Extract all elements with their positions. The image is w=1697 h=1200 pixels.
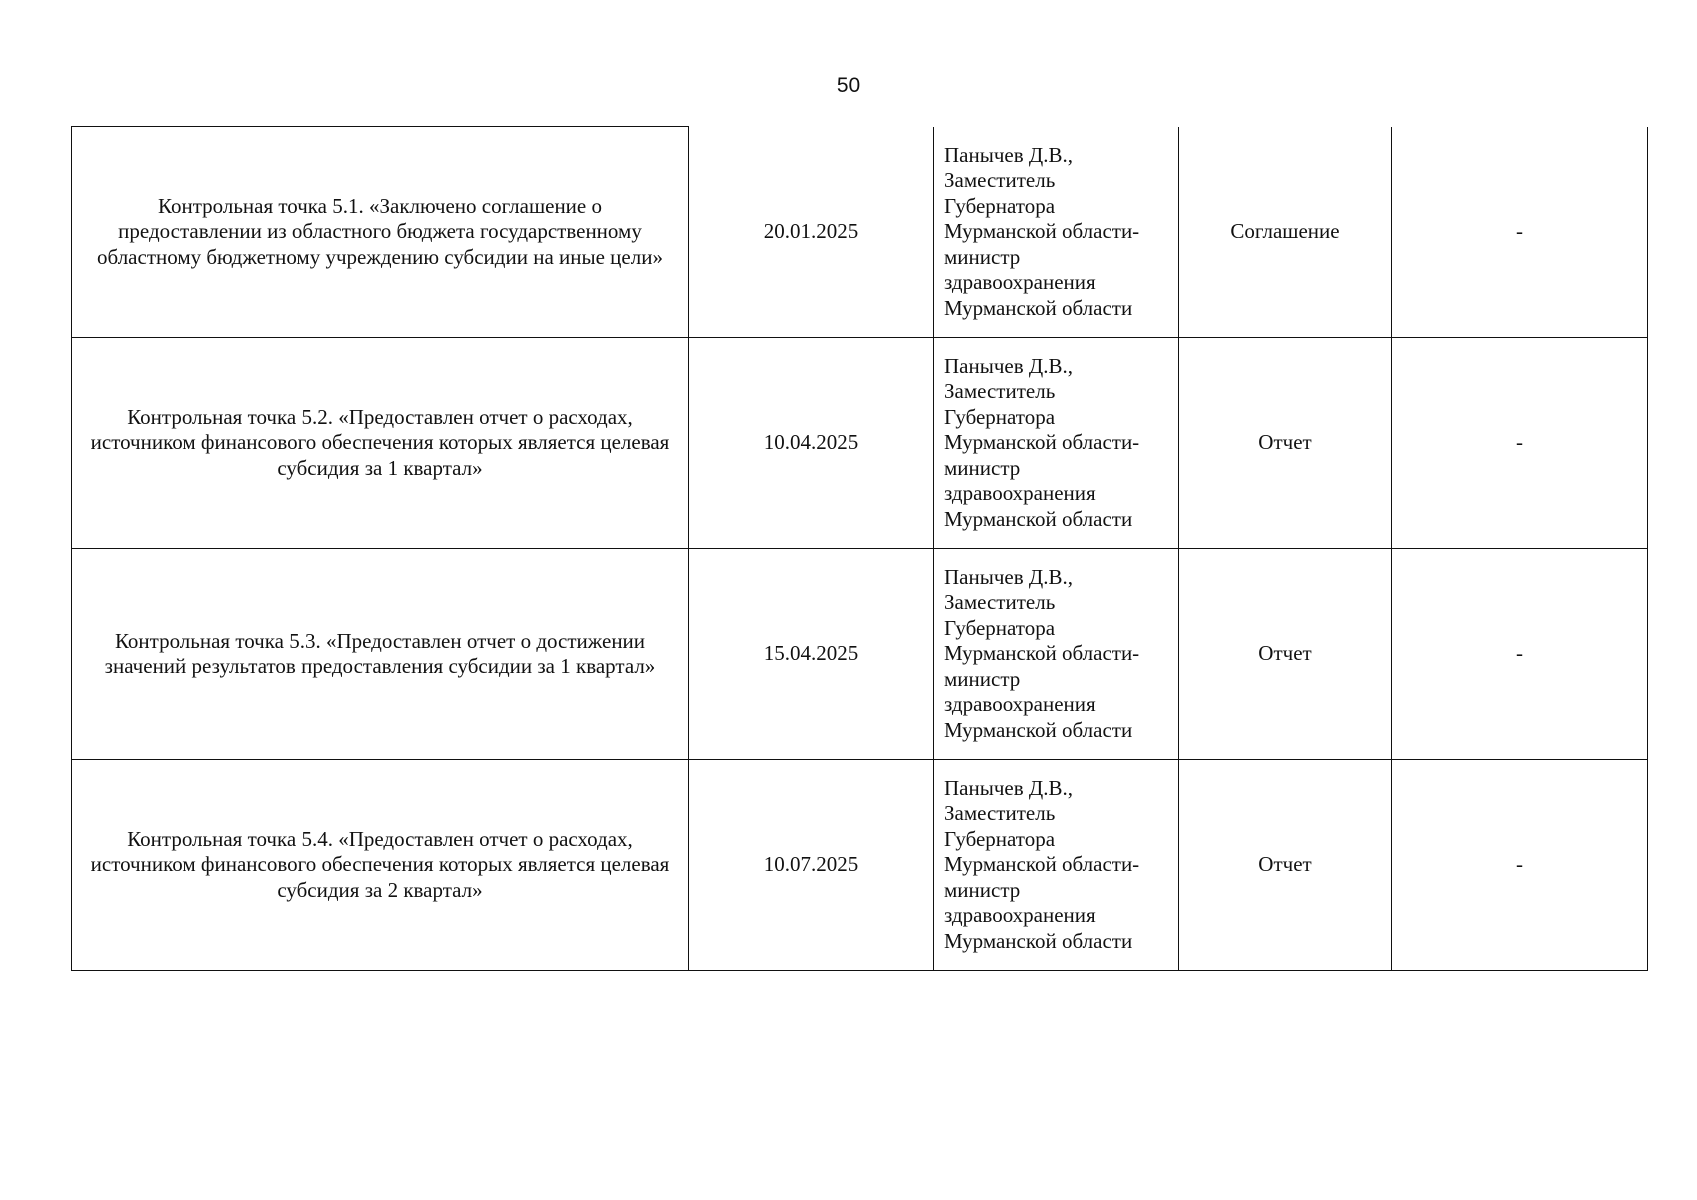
control-point-name: Контрольная точка 5.4. «Предоставлен отчет о расходах, источником финансового обеспечения которых является целевая субсидия за 2 квартал»: [72, 760, 689, 971]
note: -: [1392, 338, 1648, 549]
responsible-line: Мурманской области-: [944, 852, 1140, 877]
responsible-line: здравоохранения: [944, 692, 1096, 717]
responsible-line: министр: [944, 877, 1021, 902]
document-type: Отчет: [1179, 760, 1392, 971]
table-row: [72, 127, 1648, 338]
control-point-name: Контрольная точка 5.2. «Предоставлен отчет о расходах, источником финансового обеспечения которых является целевая субсидия за 1 квартал»: [72, 338, 689, 549]
control-points-table: [71, 126, 1648, 971]
table-row: [72, 549, 1648, 760]
control-point-date: 10.04.2025: [689, 338, 934, 549]
control-point-date: 15.04.2025: [689, 549, 934, 760]
responsible-line: Заместитель: [944, 801, 1056, 826]
responsible-line: Губернатора: [944, 615, 1056, 640]
responsible-line: министр: [944, 244, 1021, 269]
responsible-person: [934, 549, 1179, 760]
note: -: [1392, 760, 1648, 971]
note: -: [1392, 127, 1648, 338]
document-type: Соглашение: [1179, 127, 1392, 338]
responsible-line: Мурманской области: [944, 717, 1133, 742]
control-point-date: 20.01.2025: [689, 127, 934, 338]
control-point-name: Контрольная точка 5.1. «Заключено соглашение о предоставлении из областного бюджета государственному областному бюджетному учреждению субсидии на иные цели»: [72, 127, 689, 338]
responsible-person: [934, 760, 1179, 971]
responsible-line: Заместитель: [944, 379, 1056, 404]
responsible-line: Заместитель: [944, 590, 1056, 615]
responsible-line: министр: [944, 666, 1021, 691]
responsible-line: Мурманской области: [944, 506, 1133, 531]
responsible-line: Губернатора: [944, 193, 1056, 218]
page-number: 50: [836, 74, 861, 97]
responsible-person: [934, 338, 1179, 549]
responsible-line: Мурманской области-: [944, 641, 1140, 666]
table-row: [72, 338, 1648, 549]
responsible-line: здравоохранения: [944, 270, 1096, 294]
responsible-line: Мурманской области-: [944, 430, 1140, 455]
responsible-line: Мурманской области-: [944, 219, 1140, 243]
responsible-line: здравоохранения: [944, 903, 1096, 928]
responsible-line: Мурманской области: [944, 295, 1133, 320]
document-type: Отчет: [1179, 549, 1392, 760]
responsible-line: Мурманской области: [944, 928, 1133, 953]
responsible-line: Панычев Д.В.,: [944, 775, 1073, 800]
responsible-line: Губернатора: [944, 404, 1056, 429]
note: -: [1392, 549, 1648, 760]
responsible-line: Губернатора: [944, 826, 1056, 851]
control-point-date: 10.07.2025: [689, 760, 934, 971]
responsible-person: [934, 127, 1179, 338]
control-point-name: Контрольная точка 5.3. «Предоставлен отчет о достижении значений результатов предоставления субсидии за 1 квартал»: [72, 549, 689, 760]
table-row: [72, 760, 1648, 971]
responsible-line: Заместитель: [944, 168, 1056, 192]
responsible-line: министр: [944, 455, 1021, 480]
document-type: Отчет: [1179, 338, 1392, 549]
responsible-line: Панычев Д.В.,: [944, 564, 1073, 589]
responsible-line: Панычев Д.В.,: [944, 353, 1073, 378]
responsible-line: Панычев Д.В.,: [944, 142, 1073, 167]
responsible-line: здравоохранения: [944, 481, 1096, 506]
